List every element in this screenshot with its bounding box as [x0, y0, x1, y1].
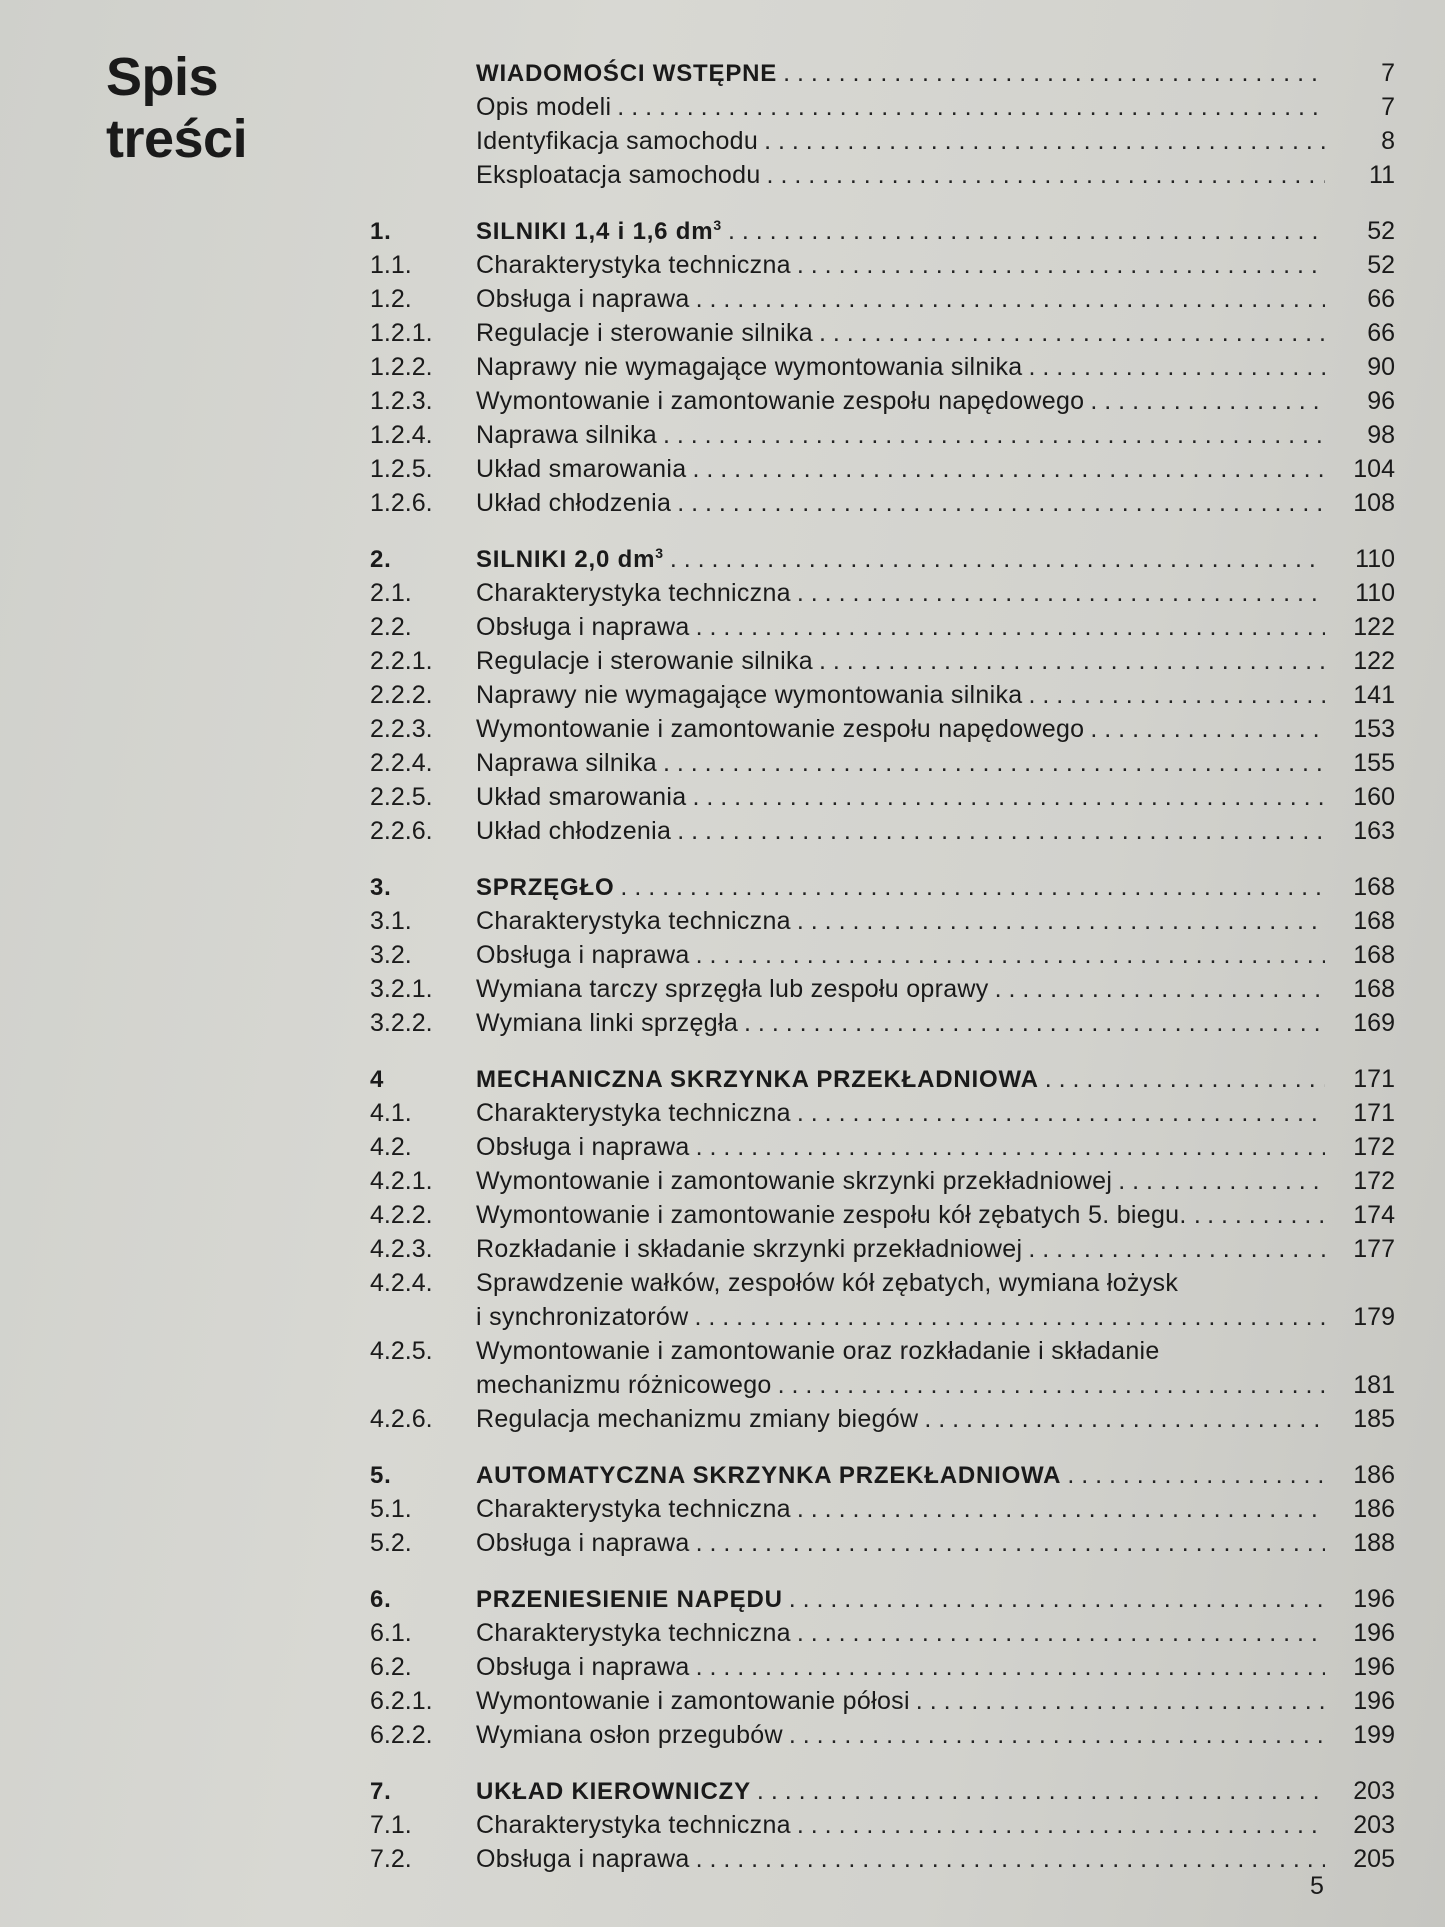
toc-entry[interactable]	[370, 124, 1395, 158]
dot-leader	[819, 644, 1325, 678]
dot-leader	[1028, 350, 1325, 384]
toc-entry-title: Regulacje i sterowanie silnika	[476, 647, 813, 675]
toc-entry[interactable]	[370, 678, 1395, 712]
toc-title-wrap	[476, 1492, 1335, 1526]
toc-page: 188	[1353, 1529, 1395, 1557]
toc-entry[interactable]	[370, 1006, 1395, 1040]
toc-entry-title: Charakterystyka techniczna	[476, 1619, 791, 1647]
toc-entry-title-line: Wymontowanie i zamontowanie oraz rozkładanie i składanie	[476, 1337, 1160, 1365]
toc-entry-title: mechanizmu różnicowego	[476, 1371, 772, 1399]
dot-leader	[1067, 1458, 1325, 1492]
dot-leader	[617, 90, 1325, 124]
toc-page: 168	[1353, 873, 1395, 901]
toc-entry[interactable]	[370, 158, 1395, 192]
toc-entry-title: Charakterystyka techniczna	[476, 907, 791, 935]
toc-heading-title: SILNIKI 2,0 dm	[476, 546, 656, 573]
toc-entry[interactable]	[370, 1198, 1395, 1232]
toc-entry-title: Wymontowanie i zamontowanie zespołu kół zębatych 5. biegu. .	[476, 1201, 1202, 1229]
toc-entry-title: Charakterystyka techniczna	[476, 1495, 791, 1523]
toc-entry-title: Obsługa i naprawa	[476, 1133, 690, 1161]
toc-heading[interactable]	[370, 1458, 1395, 1492]
dot-leader	[757, 1774, 1325, 1808]
toc-page: 66	[1367, 285, 1395, 313]
toc-entry[interactable]	[370, 1684, 1395, 1718]
toc-number: 6.	[370, 1586, 392, 1613]
toc-section-2	[370, 542, 1395, 848]
toc-title-wrap	[476, 712, 1335, 746]
toc-entry-title: Naprawa silnika	[476, 749, 657, 777]
toc-page: 174	[1353, 1201, 1395, 1229]
toc-heading[interactable]	[370, 542, 1395, 576]
dot-leader	[677, 814, 1325, 848]
toc-entry[interactable]	[370, 1526, 1395, 1560]
dot-leader	[916, 1684, 1325, 1718]
dot-leader	[620, 870, 1325, 904]
toc-page: 11	[1369, 161, 1395, 189]
dot-leader	[1045, 1062, 1325, 1096]
toc-number: 1.2.2.	[370, 353, 433, 381]
toc-number: 4.2.5.	[370, 1337, 433, 1365]
dot-leader	[1028, 678, 1325, 712]
toc-number: 4.2.3.	[370, 1235, 433, 1263]
toc-title-wrap	[476, 814, 1335, 848]
toc-entry-title: Identyfikacja samochodu	[476, 127, 759, 155]
dot-leader	[797, 1096, 1325, 1130]
toc-number: 6.2.1.	[370, 1687, 433, 1715]
toc-title-wrap	[476, 90, 1335, 124]
dot-leader	[819, 316, 1325, 350]
toc-title-wrap	[476, 452, 1335, 486]
toc-entry-title: i synchronizatorów	[476, 1303, 689, 1331]
toc-heading-title: AUTOMATYCZNA SKRZYNKA PRZEKŁADNIOWA	[476, 1462, 1062, 1489]
toc-entry-title: Charakterystyka techniczna	[476, 579, 791, 607]
toc-page: 155	[1353, 749, 1395, 777]
toc-number: 1.2.	[370, 285, 412, 313]
dot-leader	[696, 1526, 1325, 1560]
toc-page: 8	[1381, 127, 1395, 155]
toc-entry[interactable]	[370, 780, 1395, 814]
toc-entry-title: Rozkładanie i składanie skrzynki przekładniowej	[476, 1235, 1023, 1263]
toc-number: 5.2.	[370, 1529, 412, 1557]
toc-heading-title: PRZENIESIENIE NAPĘDU	[476, 1586, 783, 1613]
dot-leader	[670, 542, 1325, 576]
toc-entry-title: Naprawa silnika	[476, 421, 657, 449]
toc-number: 2.2.6.	[370, 817, 433, 845]
toc-entry-title: Wymiana tarczy sprzęgła lub zespołu oprawy	[476, 975, 989, 1003]
toc-entry-title: Eksploatacja samochodu	[476, 161, 761, 189]
toc-entry-title-line: Sprawdzenie wałków, zespołów kół zębatych, wymiana łożysk	[476, 1269, 1179, 1297]
toc-entry[interactable]	[370, 746, 1395, 780]
toc-number: 6.2.2.	[370, 1721, 433, 1749]
toc-page: 172	[1353, 1133, 1395, 1161]
toc-title-wrap	[476, 1232, 1335, 1266]
toc-title-wrap	[476, 1334, 1335, 1402]
toc-number: 6.1.	[370, 1619, 412, 1647]
dot-leader	[696, 282, 1325, 316]
toc-number: 2.2.2.	[370, 681, 433, 709]
dot-leader	[696, 610, 1325, 644]
toc-entry-title: Naprawy nie wymagające wymontowania silnika	[476, 353, 1023, 381]
toc-number: 7.1.	[370, 1811, 412, 1839]
toc-number: 4.2.1.	[370, 1167, 433, 1195]
toc-page: 160	[1353, 783, 1395, 811]
dot-leader	[696, 938, 1325, 972]
dot-leader	[797, 248, 1325, 282]
toc-title-wrap	[476, 542, 1335, 577]
toc-page: 205	[1353, 1845, 1395, 1873]
dot-leader	[692, 452, 1325, 486]
toc-heading[interactable]	[370, 214, 1395, 248]
dot-leader	[677, 486, 1325, 520]
dot-leader	[1090, 712, 1325, 746]
toc-entry-title: Układ chłodzenia	[476, 817, 672, 845]
toc-title-wrap	[476, 1458, 1335, 1493]
toc-title-wrap	[476, 938, 1335, 972]
toc-page: 181	[1353, 1371, 1395, 1399]
toc-entry[interactable]	[370, 384, 1395, 418]
dot-leader	[728, 214, 1325, 248]
toc-entry[interactable]	[370, 904, 1395, 938]
toc-entry-title: Obsługa i naprawa	[476, 941, 690, 969]
toc-heading[interactable]	[370, 56, 1395, 90]
toc-heading[interactable]	[370, 1774, 1395, 1808]
toc-title-wrap	[476, 1266, 1335, 1334]
toc-page: 163	[1353, 817, 1395, 845]
toc-entry[interactable]	[370, 610, 1395, 644]
toc-entry[interactable]	[370, 712, 1395, 746]
toc-number: 3.1.	[370, 907, 412, 935]
toc-page: 7	[1381, 93, 1395, 121]
toc-title-wrap	[476, 384, 1335, 418]
toc-entry[interactable]	[370, 1130, 1395, 1164]
toc-entry[interactable]	[370, 1164, 1395, 1198]
toc-title-wrap	[476, 214, 1335, 249]
toc-heading[interactable]	[370, 1582, 1395, 1616]
toc-heading-title: WIADOMOŚCI WSTĘPNE	[476, 60, 778, 87]
toc-number: 2.2.3.	[370, 715, 433, 743]
toc-entry[interactable]	[370, 486, 1395, 520]
toc-entry-title: Regulacje i sterowanie silnika	[476, 319, 813, 347]
toc-entry-title: Opis modeli	[476, 93, 612, 121]
toc-number: 4.2.6.	[370, 1405, 433, 1433]
toc-number: 1.2.4.	[370, 421, 433, 449]
toc-entry[interactable]	[370, 1808, 1395, 1842]
toc-title-wrap	[476, 1096, 1335, 1130]
toc-title-wrap	[476, 56, 1335, 91]
toc-title-wrap	[476, 124, 1335, 158]
toc-page: 168	[1353, 975, 1395, 1003]
toc-entry[interactable]	[370, 1266, 1395, 1334]
toc-entry-title: Wymontowanie i zamontowanie skrzynki przekładniowej	[476, 1167, 1113, 1195]
toc-number: 1.2.1.	[370, 319, 433, 347]
toc-title-wrap	[476, 904, 1335, 938]
toc-heading-title: SILNIKI 1,4 i 1,6 dm	[476, 218, 714, 245]
page-title	[106, 46, 247, 170]
toc-entry-title: Obsługa i naprawa	[476, 285, 690, 313]
toc-entry-title: Wymiana osłon przegubów	[476, 1721, 783, 1749]
toc-number: 1.1.	[370, 251, 412, 279]
dot-leader	[797, 576, 1325, 610]
superscript: 3	[713, 217, 722, 233]
toc-entry-title-line	[476, 1300, 1335, 1334]
dot-leader	[1207, 1198, 1325, 1232]
toc-entry[interactable]	[370, 644, 1395, 678]
toc-entry-title: Charakterystyka techniczna	[476, 1099, 791, 1127]
dot-leader	[789, 1582, 1325, 1616]
toc-page: 168	[1353, 907, 1395, 935]
dot-leader	[663, 746, 1325, 780]
toc-entry-title: Układ smarowania	[476, 455, 687, 483]
toc-entry-title: Obsługa i naprawa	[476, 1653, 690, 1681]
toc-entry[interactable]	[370, 1492, 1395, 1526]
toc-page: 90	[1367, 353, 1395, 381]
toc-title-wrap	[476, 1842, 1335, 1876]
toc-number: 2.1.	[370, 579, 412, 607]
dot-leader	[789, 1718, 1325, 1752]
dot-leader	[924, 1402, 1325, 1436]
toc-number: 5.1.	[370, 1495, 412, 1523]
toc-page: 168	[1353, 941, 1395, 969]
dot-leader	[1090, 384, 1325, 418]
toc-section-1	[370, 214, 1395, 520]
dot-leader	[778, 1368, 1325, 1402]
toc-page: 171	[1353, 1065, 1395, 1093]
toc-page: 122	[1353, 613, 1395, 641]
toc-number: 1.2.5.	[370, 455, 433, 483]
toc-number: 2.2.1.	[370, 647, 433, 675]
toc-section-3	[370, 870, 1395, 1040]
toc-entry[interactable]	[370, 1096, 1395, 1130]
toc-page: 110	[1355, 579, 1395, 607]
toc-title-wrap	[476, 1198, 1335, 1232]
toc-entry-title: Wymontowanie i zamontowanie zespołu napędowego	[476, 387, 1085, 415]
toc-title-wrap	[476, 248, 1335, 282]
toc-title-wrap	[476, 610, 1335, 644]
dot-leader	[797, 904, 1325, 938]
toc-entry[interactable]	[370, 814, 1395, 848]
toc-entry-title: Wymontowanie i zamontowanie zespołu napędowego	[476, 715, 1085, 743]
toc-title-wrap	[476, 678, 1335, 712]
dot-leader	[696, 1842, 1325, 1876]
toc-title-wrap	[476, 870, 1335, 905]
toc-page: 196	[1353, 1619, 1395, 1647]
dot-leader	[1028, 1232, 1325, 1266]
toc-page: 199	[1353, 1721, 1395, 1749]
superscript: 3	[655, 545, 664, 561]
table-of-contents	[370, 56, 1395, 1898]
toc-number: 3.	[370, 874, 392, 901]
dot-leader	[692, 780, 1325, 814]
dot-leader	[1118, 1164, 1325, 1198]
toc-page: 177	[1353, 1235, 1395, 1263]
dot-leader	[797, 1616, 1325, 1650]
toc-page: 153	[1353, 715, 1395, 743]
toc-title-wrap	[476, 1808, 1335, 1842]
toc-entry[interactable]	[370, 316, 1395, 350]
toc-entry[interactable]	[370, 452, 1395, 486]
toc-entry-title: Obsługa i naprawa	[476, 1845, 690, 1873]
toc-page: 98	[1367, 421, 1395, 449]
toc-page: 185	[1353, 1405, 1395, 1433]
toc-title-wrap	[476, 780, 1335, 814]
toc-entry-title: Charakterystyka techniczna	[476, 251, 791, 279]
toc-title-wrap	[476, 418, 1335, 452]
toc-title-wrap	[476, 1650, 1335, 1684]
toc-entry[interactable]	[370, 1718, 1395, 1752]
toc-page: 196	[1353, 1585, 1395, 1613]
toc-entry[interactable]	[370, 1650, 1395, 1684]
toc-entry[interactable]	[370, 1334, 1395, 1402]
toc-number: 2.2.	[370, 613, 412, 641]
toc-page: 96	[1367, 387, 1395, 415]
toc-number: 2.2.4.	[370, 749, 433, 777]
toc-title-wrap	[476, 282, 1335, 316]
dot-leader	[696, 1650, 1325, 1684]
dot-leader	[767, 158, 1325, 192]
dot-leader	[694, 1300, 1325, 1334]
toc-entry[interactable]	[370, 418, 1395, 452]
toc-title-wrap	[476, 1684, 1335, 1718]
toc-page: 52	[1367, 217, 1395, 245]
toc-page: 122	[1353, 647, 1395, 675]
toc-number: 7.2.	[370, 1845, 412, 1873]
toc-page: 203	[1353, 1777, 1395, 1805]
toc-number: 4.2.	[370, 1133, 412, 1161]
dot-leader	[744, 1006, 1325, 1040]
toc-page: 108	[1353, 489, 1395, 517]
dot-leader	[696, 1130, 1325, 1164]
toc-number: 2.2.5.	[370, 783, 433, 811]
toc-heading-number: 2.	[370, 546, 392, 573]
toc-entry-title: Układ chłodzenia	[476, 489, 672, 517]
toc-section-5	[370, 1458, 1395, 1560]
toc-number: 1.2.6.	[370, 489, 433, 517]
toc-page: 7	[1381, 59, 1395, 87]
toc-entry[interactable]	[370, 248, 1395, 282]
toc-entry[interactable]	[370, 1616, 1395, 1650]
toc-entry-title: Wymontowanie i zamontowanie półosi	[476, 1687, 910, 1715]
toc-entry-title: Regulacja mechanizmu zmiany biegów	[476, 1405, 919, 1433]
toc-title-wrap	[476, 486, 1335, 520]
toc-title-wrap	[476, 1616, 1335, 1650]
toc-title-wrap	[476, 1582, 1335, 1617]
toc-page: 169	[1353, 1009, 1395, 1037]
toc-page: 104	[1353, 455, 1395, 483]
toc-title-wrap	[476, 1130, 1335, 1164]
toc-page: 186	[1353, 1495, 1395, 1523]
toc-number: 3.2.	[370, 941, 412, 969]
page-number: 5	[1310, 1872, 1324, 1900]
dot-leader	[764, 124, 1325, 158]
toc-entry[interactable]	[370, 1402, 1395, 1436]
toc-entry[interactable]	[370, 90, 1395, 124]
toc-entry-title: Wymiana linki sprzęgła	[476, 1009, 739, 1037]
toc-title-wrap	[476, 1718, 1335, 1752]
toc-entry[interactable]	[370, 938, 1395, 972]
toc-section-intro	[370, 56, 1395, 192]
toc-page: 196	[1353, 1687, 1395, 1715]
toc-title-wrap	[476, 1006, 1335, 1040]
toc-number: 4.1.	[370, 1099, 412, 1127]
toc-title-wrap	[476, 1526, 1335, 1560]
toc-page: 141	[1353, 681, 1395, 709]
toc-title-wrap	[476, 972, 1335, 1006]
toc-entry-title: Charakterystyka techniczna	[476, 1811, 791, 1839]
toc-number: 4	[370, 1066, 385, 1093]
toc-title-wrap	[476, 1062, 1335, 1097]
toc-page: 171	[1353, 1099, 1395, 1127]
toc-entry-title	[476, 543, 664, 577]
toc-heading-title: SPRZĘGŁO	[476, 874, 615, 901]
toc-number: 3.2.2.	[370, 1009, 433, 1037]
toc-title-wrap	[476, 1402, 1335, 1436]
toc-title-wrap	[476, 1164, 1335, 1198]
toc-page: 66	[1367, 319, 1395, 347]
dot-leader	[797, 1808, 1325, 1842]
toc-number: 4.2.2.	[370, 1201, 433, 1229]
title-line-1: Spis	[106, 47, 219, 107]
toc-number: 6.2.	[370, 1653, 412, 1681]
toc-entry[interactable]	[370, 1842, 1395, 1876]
toc-title-wrap	[476, 316, 1335, 350]
toc-page: 196	[1353, 1653, 1395, 1681]
toc-title-wrap	[476, 644, 1335, 678]
toc-heading-number: 1.	[370, 218, 392, 245]
toc-title-wrap	[476, 1774, 1335, 1809]
toc-page: 172	[1353, 1167, 1395, 1195]
toc-title-wrap	[476, 158, 1335, 192]
dot-leader	[797, 1492, 1325, 1526]
title-line-2: treści	[106, 109, 248, 169]
toc-entry-title: Układ smarowania	[476, 783, 687, 811]
toc-number: 1.2.3.	[370, 387, 433, 415]
toc-entry[interactable]	[370, 1232, 1395, 1266]
toc-title-wrap	[476, 576, 1335, 610]
dot-leader	[663, 418, 1325, 452]
toc-number: 3.2.1.	[370, 975, 433, 1003]
toc-entry[interactable]	[370, 972, 1395, 1006]
dot-leader	[783, 56, 1325, 90]
toc-heading[interactable]	[370, 870, 1395, 904]
toc-number: 7.	[370, 1778, 392, 1805]
toc-number: 4.2.4.	[370, 1269, 433, 1297]
toc-heading-title: UKŁAD KIEROWNICZY	[476, 1778, 751, 1805]
toc-page: 186	[1353, 1461, 1395, 1489]
toc-section-4	[370, 1062, 1395, 1436]
toc-entry-title	[476, 215, 722, 249]
toc-title-wrap	[476, 746, 1335, 780]
toc-entry-title: Obsługa i naprawa	[476, 613, 690, 641]
toc-page: 203	[1353, 1811, 1395, 1839]
toc-entry-title: Naprawy nie wymagające wymontowania silnika	[476, 681, 1023, 709]
dot-leader	[995, 972, 1325, 1006]
toc-entry[interactable]	[370, 576, 1395, 610]
toc-heading-title: MECHANICZNA SKRZYNKA PRZEKŁADNIOWA	[476, 1066, 1039, 1093]
toc-page: 52	[1367, 251, 1395, 279]
toc-heading[interactable]	[370, 1062, 1395, 1096]
toc-page: 110	[1355, 545, 1395, 573]
toc-entry-title: Obsługa i naprawa	[476, 1529, 690, 1557]
toc-section-7	[370, 1774, 1395, 1876]
toc-title-wrap	[476, 350, 1335, 384]
toc-number: 5.	[370, 1462, 392, 1489]
toc-entry[interactable]	[370, 282, 1395, 316]
toc-section-6	[370, 1582, 1395, 1752]
toc-page: 179	[1353, 1303, 1395, 1331]
toc-entry[interactable]	[370, 350, 1395, 384]
toc-entry-title-line	[476, 1368, 1335, 1402]
